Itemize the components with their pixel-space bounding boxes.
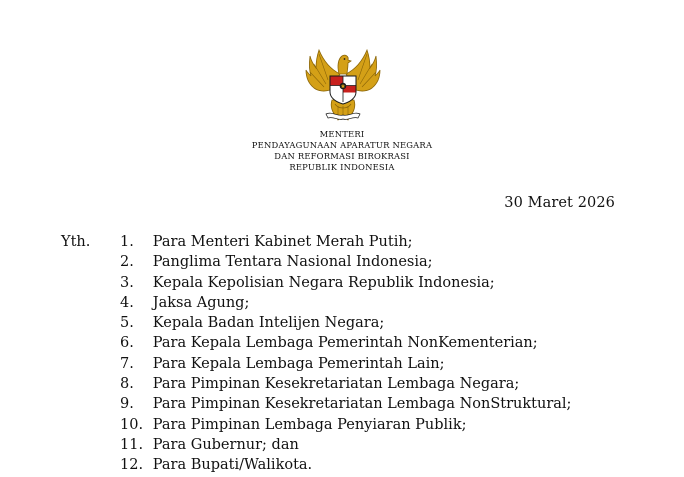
addressee-item xyxy=(120,233,571,253)
addressee-item xyxy=(120,355,571,375)
recipient-label: Yth. xyxy=(61,234,91,250)
addressee-text: Para Kepala Lembaga Pemerintah NonKementerian; xyxy=(152,335,538,352)
addressee-number: 6. xyxy=(120,335,134,352)
addressee-text: Kepala Kepolisian Negara Republik Indonesia; xyxy=(152,274,495,291)
addressee-item xyxy=(120,274,571,294)
addressee-number: 2. xyxy=(120,254,134,271)
addressee-text: Para Pimpinan Lembaga Penyiaran Publik; xyxy=(152,416,467,433)
header-line-ministry-name-cont: DAN REFORMASI BIROKRASI xyxy=(274,151,410,161)
addressee-number: 9. xyxy=(120,396,134,413)
addressee-number: 4. xyxy=(120,294,134,311)
addressee-item xyxy=(120,334,571,354)
addressee-number: 3. xyxy=(120,274,134,291)
header-line-ministry-name: PENDAYAGUNAAN APARATUR NEGARA xyxy=(251,140,433,150)
addressee-text: Para Kepala Lembaga Pemerintah Lain; xyxy=(152,355,445,372)
addressee-text: Panglima Tentara Nasional Indonesia; xyxy=(152,254,433,271)
letter-date: 30 Maret 2026 xyxy=(504,195,615,211)
addressee-number: 5. xyxy=(120,315,134,332)
addressee-text: Para Pimpinan Kesekretariatan Lembaga Negara; xyxy=(152,376,520,393)
addressee-text: Para Bupati/Walikota. xyxy=(152,457,313,474)
addressee-item xyxy=(120,253,571,273)
addressee-number: 8. xyxy=(120,376,134,393)
header-line-country: REPUBLIK INDONESIA xyxy=(289,162,395,172)
garuda-pancasila-emblem-icon xyxy=(302,44,384,126)
addressee-number: 11. xyxy=(120,436,144,453)
header-line-minister: MENTERI xyxy=(319,129,365,139)
addressee-number: 7. xyxy=(120,355,134,372)
addressee-text: Jaksa Agung; xyxy=(152,294,250,311)
addressee-list xyxy=(120,233,571,477)
addressee-item xyxy=(120,416,571,436)
addressee-item xyxy=(120,436,571,456)
ministry-header xyxy=(0,129,684,173)
addressee-text: Para Menteri Kabinet Merah Putih; xyxy=(152,234,413,250)
addressee-item xyxy=(120,314,571,334)
addressee-item xyxy=(120,375,571,395)
addressee-item xyxy=(120,395,571,415)
addressee-text: Para Gubernur; dan xyxy=(152,436,299,453)
addressee-text: Para Pimpinan Kesekretariatan Lembaga NonStruktural; xyxy=(152,396,572,413)
addressee-number: 12. xyxy=(120,457,144,474)
addressee-text: Kepala Badan Intelijen Negara; xyxy=(152,315,385,332)
addressee-item xyxy=(120,294,571,314)
addressee-number: 10. xyxy=(120,416,144,433)
addressee-item xyxy=(120,456,571,476)
addressee-number: 1. xyxy=(120,234,134,250)
